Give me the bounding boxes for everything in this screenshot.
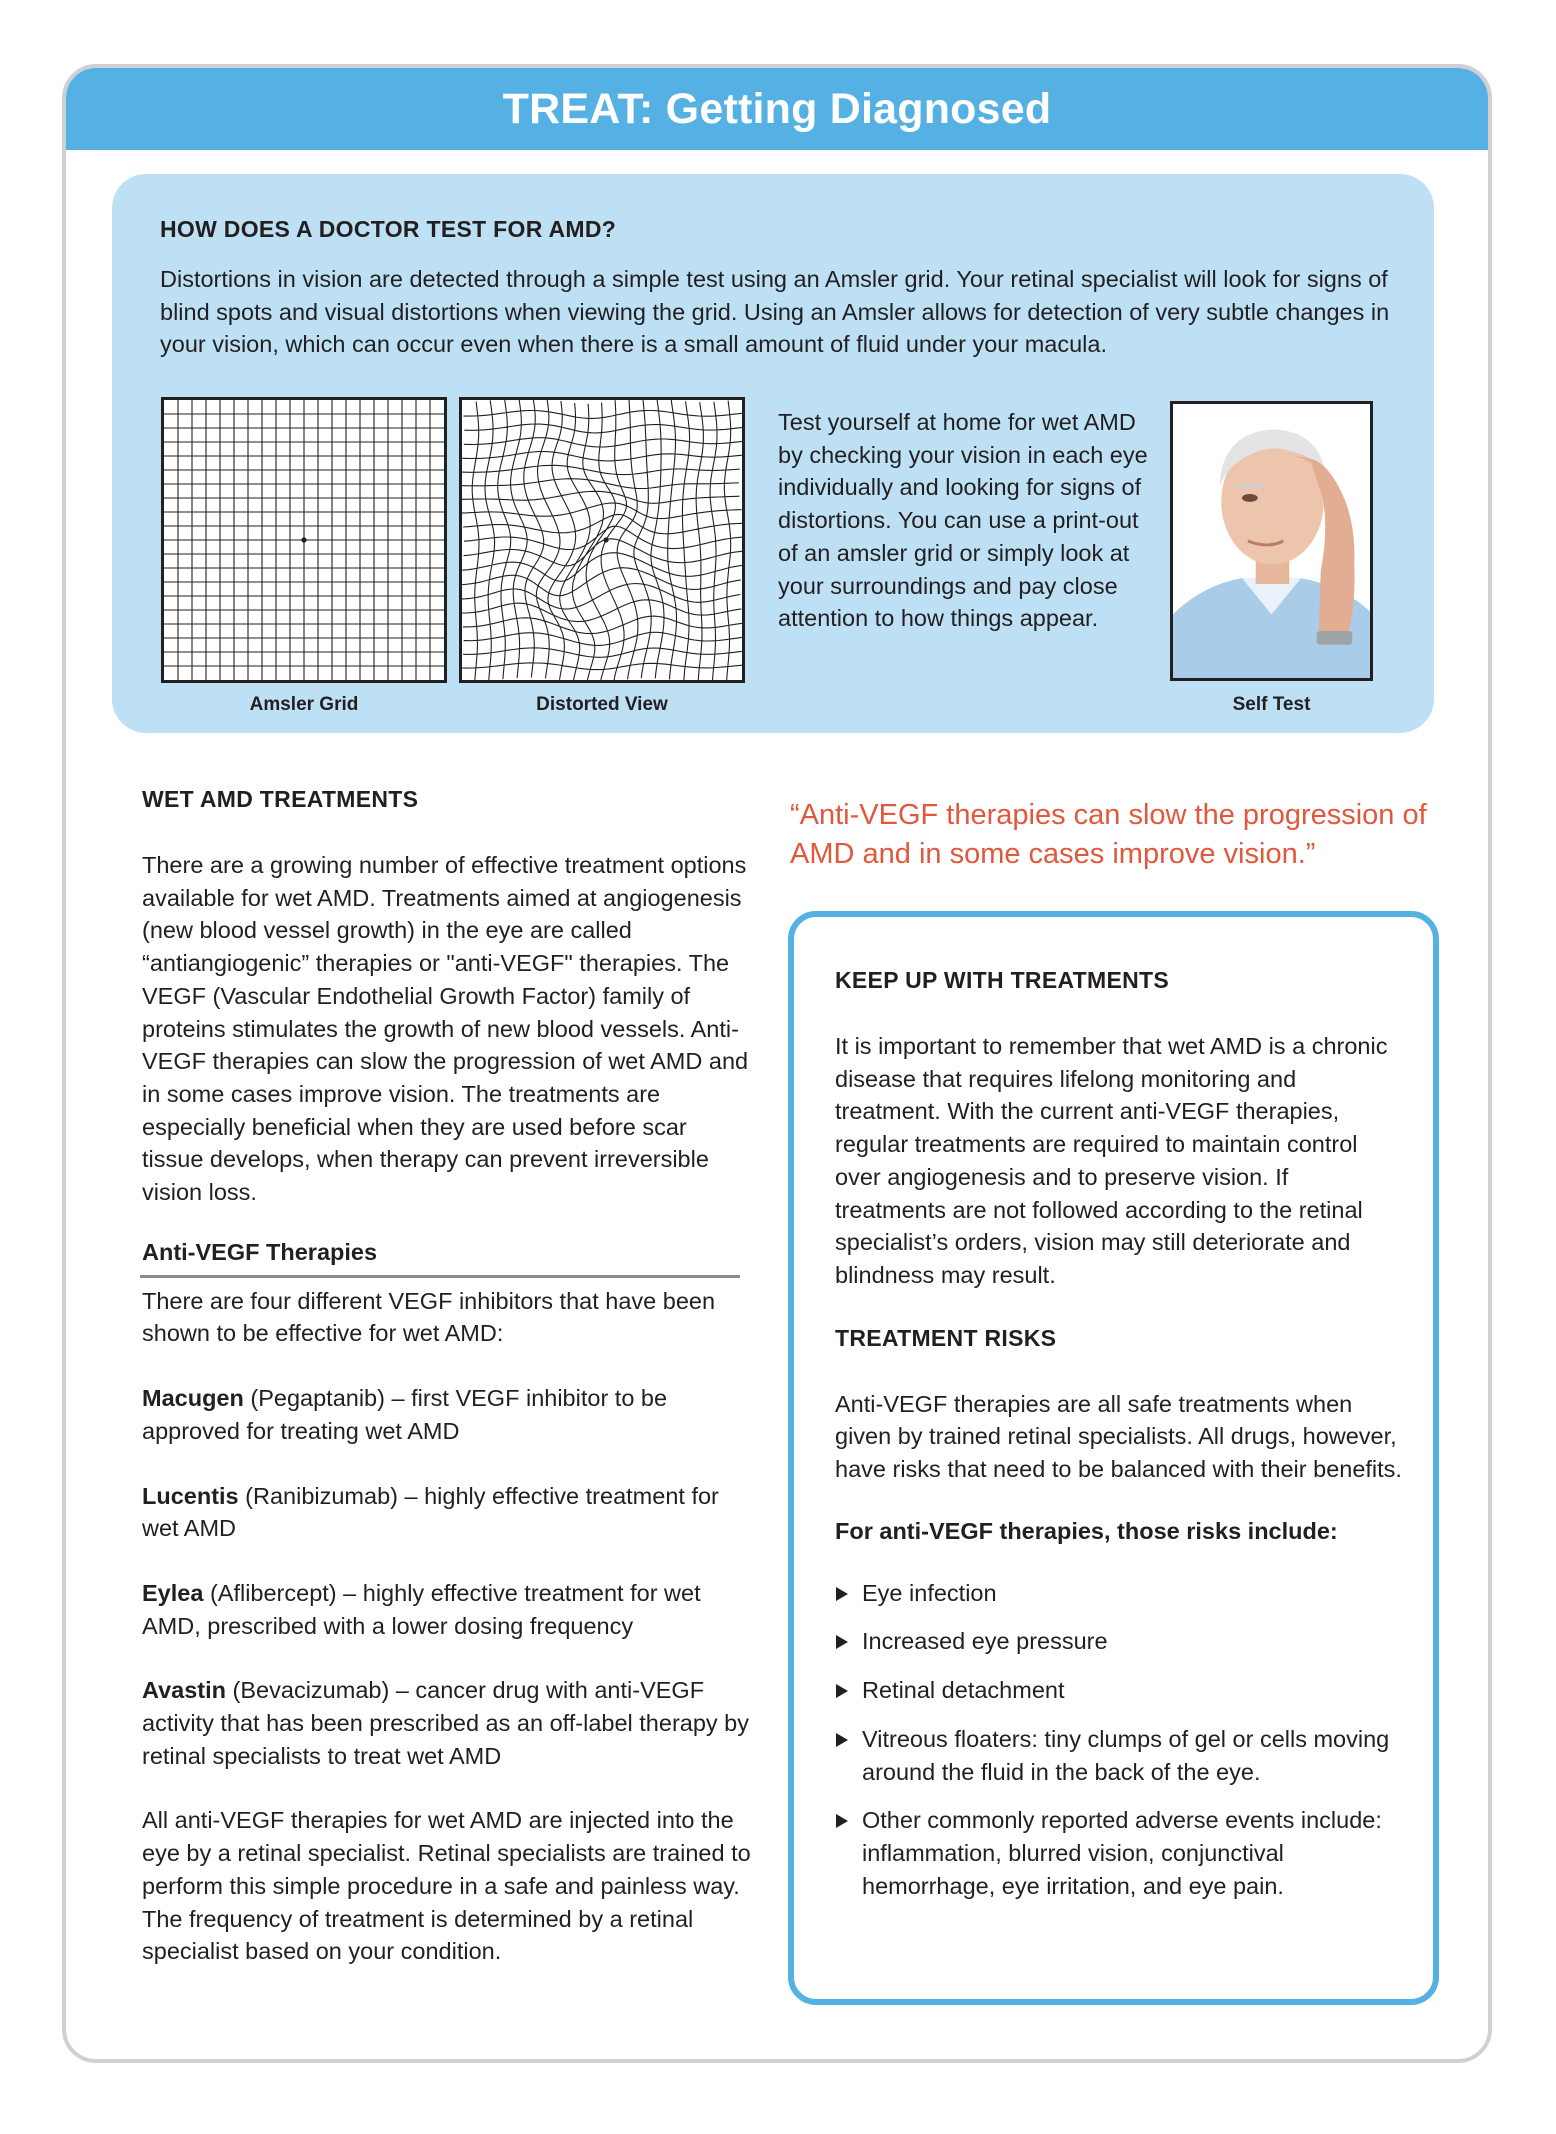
drug-description: (Ranibizumab) – highly effective treatment for wet AMD (142, 1482, 719, 1542)
self-test-description: Test yourself at home for wet AMD by checking your vision in each eye individually and looking for signs of distortions. You can use a print-out of an amsler grid or simply look at your surroundings and pay close attention to how things appear. (778, 409, 1148, 632)
drug-description: (Pegaptanib) – first VEGF inhibitor to be approved for treating wet AMD (142, 1385, 668, 1444)
bullet-triangle-icon (836, 1635, 848, 1649)
drug-name: Macugen (142, 1385, 244, 1412)
treatment-info-box (788, 911, 1439, 2005)
anti-vegf-closing-paragraph: All anti-VEGF therapies for wet AMD are injected into the eye by a retinal specialist. Retinal specialists are trained to perform this simple procedure in a safe and painless way. The frequency of treatment is determined by a retinal specialist based on your condition. (142, 1807, 751, 1965)
wet-amd-column (142, 786, 752, 1968)
risk-list (835, 1577, 1405, 1903)
pull-quote: “Anti-VEGF therapies can slow the progression of AMD and in some cases improve vision.” (790, 799, 1427, 870)
treatment-risks-paragraph: Anti-VEGF therapies are all safe treatments when given by trained retinal specialists. All drugs, however, have risks that need to be balanced with their benefits. (835, 1390, 1402, 1483)
bullet-triangle-icon (836, 1587, 848, 1601)
wet-amd-heading: WET AMD TREATMENTS (142, 786, 419, 812)
keep-up-heading: KEEP UP WITH TREATMENTS (835, 967, 1170, 993)
risk-text: Vitreous floaters: tiny clumps of gel or cells moving around the fluid in the back of the eye. (862, 1725, 1390, 1785)
test-section-paragraph: Distortions in vision are detected through a simple test using an Amsler grid. Your retinal specialist will look for signs of blind spots and visual distortions when viewing the grid. Using an Amsler allows for detection of very subtle changes in your vision, which can occur even when there is a small amount of fluid under your macula. (160, 266, 1390, 358)
self-test-caption: Self Test (1232, 694, 1311, 715)
drug-entry (142, 1382, 752, 1447)
risk-text: Increased eye pressure (862, 1628, 1108, 1655)
anti-vegf-intro: There are four different VEGF inhibitors that have been shown to be effective for wet AMD: (142, 1287, 716, 1347)
drug-name: Eylea (142, 1579, 204, 1606)
anti-vegf-divider (140, 1275, 740, 1278)
anti-vegf-heading: Anti-VEGF Therapies (142, 1238, 378, 1265)
risk-text: Retinal detachment (862, 1677, 1065, 1704)
drug-name: Lucentis (142, 1482, 239, 1509)
amsler-grid-figure (164, 400, 444, 680)
bullet-triangle-icon (836, 1814, 848, 1828)
bullet-triangle-icon (836, 1733, 848, 1747)
amsler-grid-image (161, 397, 447, 683)
page-title: TREAT: Getting Diagnosed (66, 68, 1488, 150)
list-item (835, 1804, 1405, 1902)
drug-entry (142, 1480, 752, 1545)
self-test-photo (1170, 401, 1373, 681)
drug-name: Avastin (142, 1677, 227, 1704)
distorted-grid-figure (462, 400, 742, 680)
drug-description: (Aflibercept) – highly effective treatment for wet AMD, prescribed with a lower dosing frequency (142, 1579, 701, 1639)
test-section-heading: HOW DOES A DOCTOR TEST FOR AMD? (160, 216, 617, 242)
risks-subheading: For anti-VEGF therapies, those risks include: (835, 1517, 1338, 1544)
keep-up-paragraph: It is important to remember that wet AMD is a chronic disease that requires lifelong monitoring and treatment. With the current anti-VEGF therapies, regular treatments are required to maintain control over angiogenesis and to preserve vision. If treatments are not followed according to the retinal specialist’s orders, vision may still deteriorate and blindness may result. (835, 1033, 1388, 1288)
distorted-view-image (459, 397, 745, 683)
bullet-triangle-icon (836, 1684, 848, 1698)
treatment-risks-heading: TREATMENT RISKS (835, 1324, 1057, 1351)
list-item (835, 1577, 1405, 1610)
list-item (835, 1674, 1405, 1707)
risk-text: Eye infection (862, 1579, 997, 1606)
list-item (835, 1625, 1405, 1658)
amsler-grid-caption: Amsler Grid (249, 694, 359, 715)
list-item (835, 1723, 1405, 1788)
drug-entry (142, 1577, 752, 1642)
drug-description: (Bevacizumab) – cancer drug with anti-VEGF activity that has been prescribed as an off-label therapy by retinal specialists to treat wet AMD (142, 1677, 750, 1769)
risk-text: Other commonly reported adverse events include: inflammation, blurred vision, conjunctival hemorrhage, eye irritation, and eye pain. (862, 1807, 1382, 1899)
distorted-view-caption: Distorted View (536, 694, 668, 715)
amd-test-panel (112, 174, 1434, 733)
drug-entry (142, 1674, 752, 1772)
wet-amd-paragraph: There are a growing number of effective treatment options available for wet AMD. Treatments aimed at angiogenesis (new blood vessel growth) in the eye are called “antiangiogenic” therapies or "anti-VEGF" therapies. The VEGF (Vascular Endothelial Growth Factor) family of proteins stimulates the growth of new blood vessels. Anti-VEGF therapies can slow the progression of wet AMD and in some cases improve vision. The treatments are especially beneficial when they are used before scar tissue develops, when therapy can prevent irreversible vision loss. (142, 852, 749, 1206)
